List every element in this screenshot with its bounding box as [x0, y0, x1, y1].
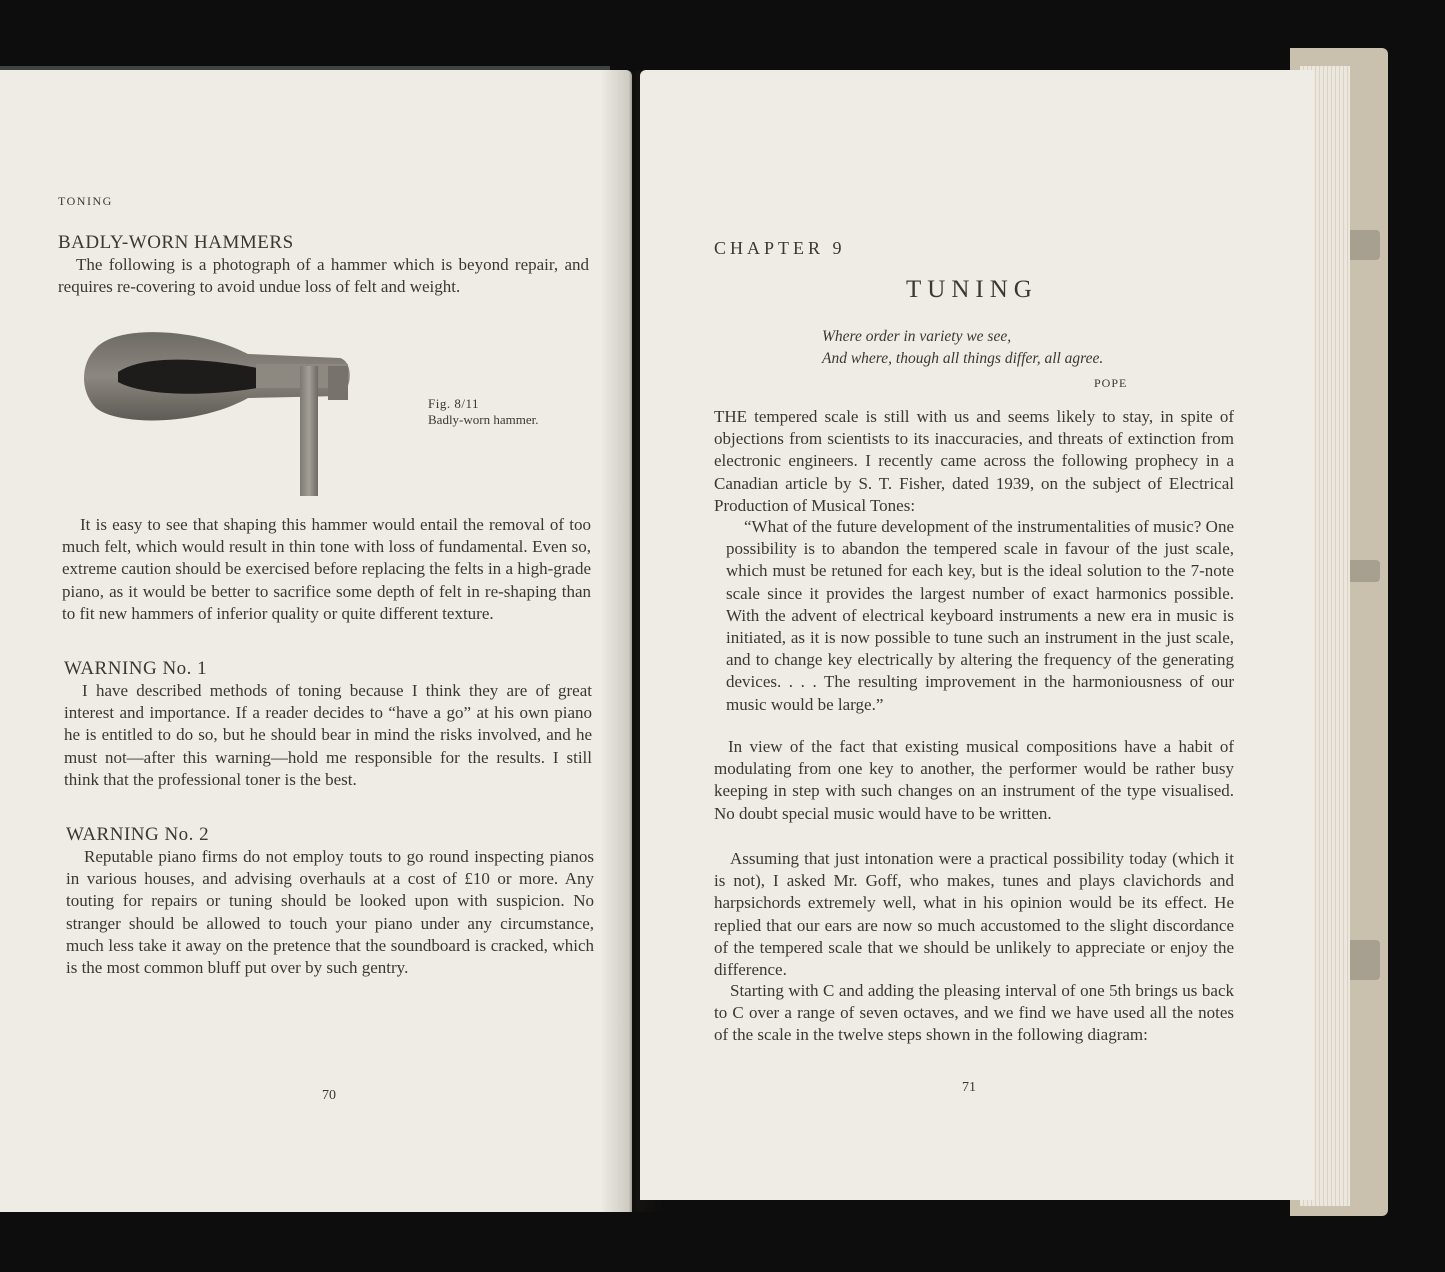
warning-2-heading: WARNING No. 2: [66, 824, 210, 845]
page-number: 71: [962, 1080, 976, 1095]
body-paragraph: Assuming that just intonation were a practical possibility today (which it is not), I asked Mr. Goff, who makes, tunes and plays clavichords and harpsichords extremely well, what in his opinion would be its effect. He replied that our ears are now so much accustomed to the slight discordance of the tempered scale that we should be unlikely to appreciate or enjoy the difference.: [714, 849, 1234, 980]
epigraph: [822, 326, 1103, 370]
paragraph-after-figure: It is easy to see that shaping this hammer would entail the removal of too much felt, which would result in thin tone with loss of fundamental. Even so, extreme caution should be exercised before replacing the felts in a high-grade piano, as it would be better to sacrifice some depth of felt in re-shaping than to fit new hammers of inferior quality or quite different texture.: [62, 515, 591, 623]
chapter-label: CHAPTER 9: [714, 238, 846, 258]
page-number: 70: [322, 1088, 336, 1103]
warning-1-heading: WARNING No. 1: [64, 658, 208, 679]
warning-1-text: I have described methods of toning because I think they are of great interest and importance. If a reader decides to “have a go” at his own piano he is entitled to do so, but he should bear in mind the risks involved, and he must not—after this warning—hold me responsible for the results. I still think that the professional toner is the best.: [64, 681, 592, 789]
running-head: TONING: [58, 194, 113, 208]
epigraph-line: Where order in variety we see,: [822, 328, 1012, 345]
right-page: [640, 70, 1314, 1200]
block-quotation: “What of the future development of the instrumentalities of music? One possibility is to abandon the tempered scale in favour of the just scale, which must be retuned for each key, but is the ideal solution to the 7-note scale since it provides the largest number of exact harmonics possible. With the advent of electrical keyboard instruments a new era in music is initiated, as it is now possible to tune such an instrument in the just scale, and to change key electrically by altering the frequency of the generating devices. . . . The resulting improvement in the harmoniousness of our music would be large.”: [726, 517, 1234, 714]
figure-caption-text: Badly-worn hammer.: [428, 412, 539, 427]
body-paragraph: In view of the fact that existing musical compositions have a habit of modulating from one key to another, the performer would be rather busy keeping in step with such changes on an instrument of the type visualised. No doubt special music would have to be written.: [714, 737, 1234, 823]
figure-caption: [428, 396, 538, 428]
chapter-title: TUNING: [906, 276, 1038, 303]
intro-paragraph: The following is a photograph of a hammer which is beyond repair, and requires re-covering to avoid undue loss of felt and weight.: [58, 255, 589, 297]
body-paragraph: Starting with C and adding the pleasing interval of one 5th brings us back to C over a range of seven octaves, and we find we have used all the notes of the scale in the twelve steps shown in the following diagram:: [714, 981, 1234, 1045]
figure-label: Fig. 8/11: [428, 396, 479, 411]
hammer-photo: [78, 326, 358, 506]
epigraph-author: POPE: [1094, 376, 1128, 390]
warning-2-text: Reputable piano firms do not employ touts to go round inspecting pianos in various houses, and advising overhauls at a cost of £10 or more. Any touting for repairs or tuning should be looked upon with suspicion. No stranger should be allowed to touch your piano under any circumstance, much less take it away on the pretence that the soundboard is cracked, which is the most common bluff put over by such gentry.: [66, 847, 594, 978]
section-heading: BADLY-WORN HAMMERS: [58, 232, 294, 253]
body-paragraph: THE tempered scale is still with us and seems likely to stay, in spite of objections from scientists to its inaccuracies, and threats of extinction from electronic engineers. I recently came across the following prophecy in a Canadian article by S. T. Fisher, dated 1939, on the subject of Electrical Production of Musical Tones:: [714, 407, 1234, 515]
epigraph-line: And where, though all things differ, all agree.: [822, 350, 1104, 367]
left-page: [0, 70, 632, 1212]
